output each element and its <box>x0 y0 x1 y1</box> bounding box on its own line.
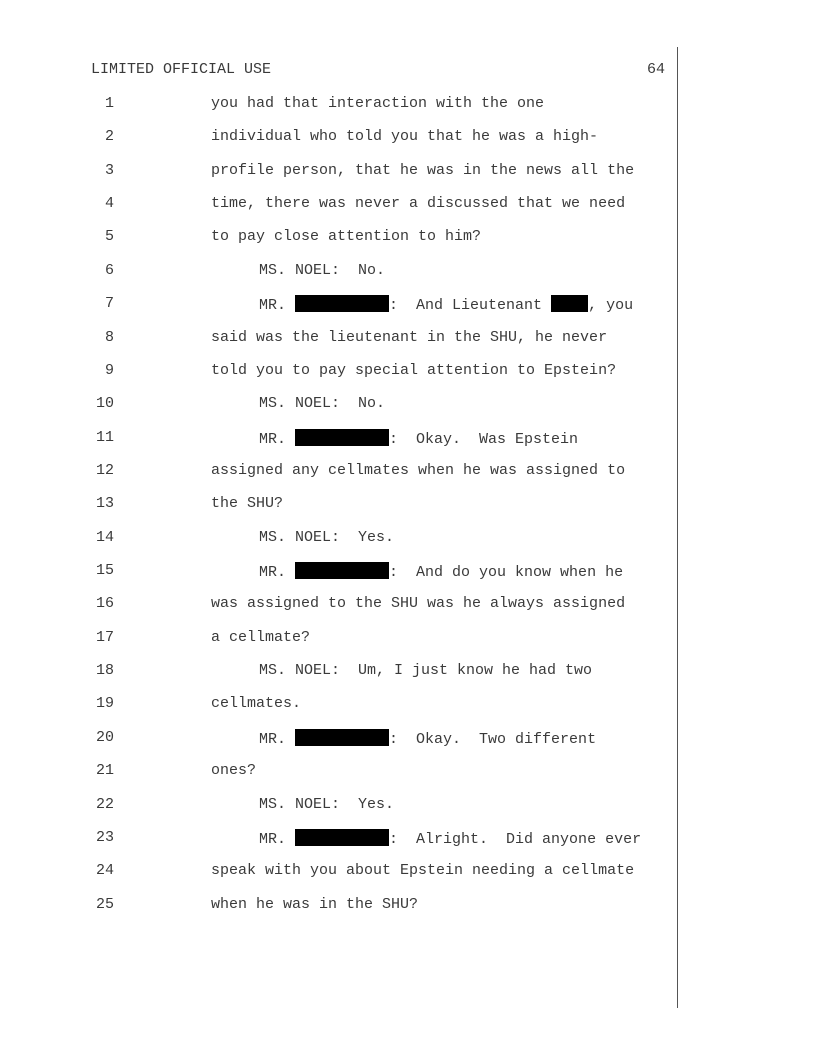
speech-text: : And do you know when he <box>389 564 624 582</box>
line-number: 11 <box>95 428 114 446</box>
speaker-label: MR. <box>259 430 287 448</box>
line-number: 8 <box>104 328 114 346</box>
line-number: 1 <box>104 95 114 112</box>
line-number: 3 <box>104 161 114 179</box>
speaker-label: MS. NOEL: <box>259 528 341 546</box>
line-text: profile person, that he was in the news all the <box>211 161 635 179</box>
line-text <box>259 395 385 413</box>
transcript-line <box>0 754 680 787</box>
line-number: 13 <box>95 495 114 513</box>
line-text: was assigned to the SHU was he always assigned <box>211 595 626 613</box>
page-number: 64 <box>647 61 666 78</box>
line-number: 12 <box>95 461 114 479</box>
transcript-line <box>0 654 680 687</box>
line-number: 4 <box>104 195 114 213</box>
transcript-line <box>0 421 680 454</box>
transcript-line <box>0 187 680 220</box>
line-text <box>259 429 578 449</box>
transcript-line <box>0 87 680 120</box>
redaction-bar <box>295 429 389 446</box>
transcript-line <box>0 354 680 387</box>
transcript-line <box>0 154 680 187</box>
line-number: 15 <box>95 562 114 580</box>
line-number: 19 <box>95 695 114 713</box>
line-number: 16 <box>95 595 114 613</box>
speech-text: Yes. <box>340 795 395 813</box>
speaker-label: MS. NOEL: <box>259 261 341 279</box>
transcript-line <box>0 587 680 620</box>
line-text: ones? <box>211 762 257 780</box>
line-number: 23 <box>95 828 114 846</box>
line-text: to pay close attention to him? <box>211 228 482 246</box>
line-number: 22 <box>95 795 114 813</box>
line-number: 7 <box>104 295 114 313</box>
line-text: the SHU? <box>211 495 284 513</box>
transcript-line <box>0 220 680 253</box>
line-text <box>259 662 592 680</box>
transcript-line <box>0 621 680 654</box>
line-text <box>259 262 385 280</box>
redaction-bar <box>295 829 389 846</box>
line-number: 10 <box>95 395 114 413</box>
speaker-label: MS. NOEL: <box>259 395 341 413</box>
transcript-line <box>0 821 680 854</box>
transcript-line <box>0 721 680 754</box>
transcript-line <box>0 454 680 487</box>
transcript-line <box>0 554 680 587</box>
transcript-lines <box>0 87 680 921</box>
line-text <box>259 796 394 814</box>
redaction-bar <box>551 295 588 312</box>
line-text: time, there was never a discussed that we need <box>211 195 626 213</box>
transcript-line <box>0 254 680 287</box>
line-text: a cellmate? <box>211 628 311 646</box>
transcript-line <box>0 888 680 921</box>
line-text: you had that interaction with the one <box>211 95 545 112</box>
redaction-bar <box>295 295 389 312</box>
line-number: 20 <box>95 728 114 746</box>
line-text: when he was in the SHU? <box>211 895 419 913</box>
transcript-line <box>0 120 680 153</box>
line-number: 6 <box>104 261 114 279</box>
transcript-line <box>0 854 680 887</box>
line-number: 5 <box>104 228 114 246</box>
transcript-line <box>0 521 680 554</box>
redaction-bar <box>295 729 389 746</box>
line-number: 24 <box>95 862 114 880</box>
classification-header: LIMITED OFFICIAL USE <box>91 61 272 78</box>
line-text: said was the lieutenant in the SHU, he never <box>211 328 608 346</box>
line-text <box>259 829 641 849</box>
line-text: assigned any cellmates when he was assigned to <box>211 461 626 479</box>
line-text: told you to pay special attention to Epstein? <box>211 361 617 379</box>
line-number: 25 <box>95 895 114 913</box>
speaker-label: MR. <box>259 730 287 748</box>
transcript-line <box>0 387 680 420</box>
speaker-label: MR. <box>259 297 287 315</box>
speaker-label: MR. <box>259 830 287 848</box>
speech-text: : Okay. Was Epstein <box>389 430 579 448</box>
transcript-line <box>0 287 680 320</box>
transcript-line <box>0 788 680 821</box>
line-text: individual who told you that he was a high- <box>211 128 599 146</box>
line-number: 17 <box>95 628 114 646</box>
speech-text: Yes. <box>340 528 395 546</box>
line-number: 21 <box>95 762 114 780</box>
line-text <box>259 529 394 547</box>
line-text: cellmates. <box>211 695 302 713</box>
redaction-bar <box>295 562 389 579</box>
line-number: 2 <box>104 128 114 146</box>
transcript-line <box>0 487 680 520</box>
speech-text: : Alright. Did anyone ever <box>389 830 642 848</box>
line-text <box>259 295 633 315</box>
line-number: 9 <box>104 361 114 379</box>
transcript-line <box>0 321 680 354</box>
speaker-label: MS. NOEL: <box>259 662 341 680</box>
speaker-label: MR. <box>259 564 287 582</box>
speech-text: Um, I just know he had two <box>340 662 593 680</box>
line-number: 14 <box>95 528 114 546</box>
line-text <box>259 562 623 582</box>
speech-text: No. <box>340 395 386 413</box>
line-text <box>259 729 596 749</box>
speaker-label: MS. NOEL: <box>259 795 341 813</box>
speech-text: : And Lieutenant <box>389 297 552 315</box>
speech-text: : Okay. Two different <box>389 730 597 748</box>
speech-text: , you <box>588 297 634 315</box>
transcript-line <box>0 687 680 720</box>
speech-text: No. <box>340 261 386 279</box>
line-text: speak with you about Epstein needing a cellmate <box>211 862 635 880</box>
line-number: 18 <box>95 662 114 680</box>
